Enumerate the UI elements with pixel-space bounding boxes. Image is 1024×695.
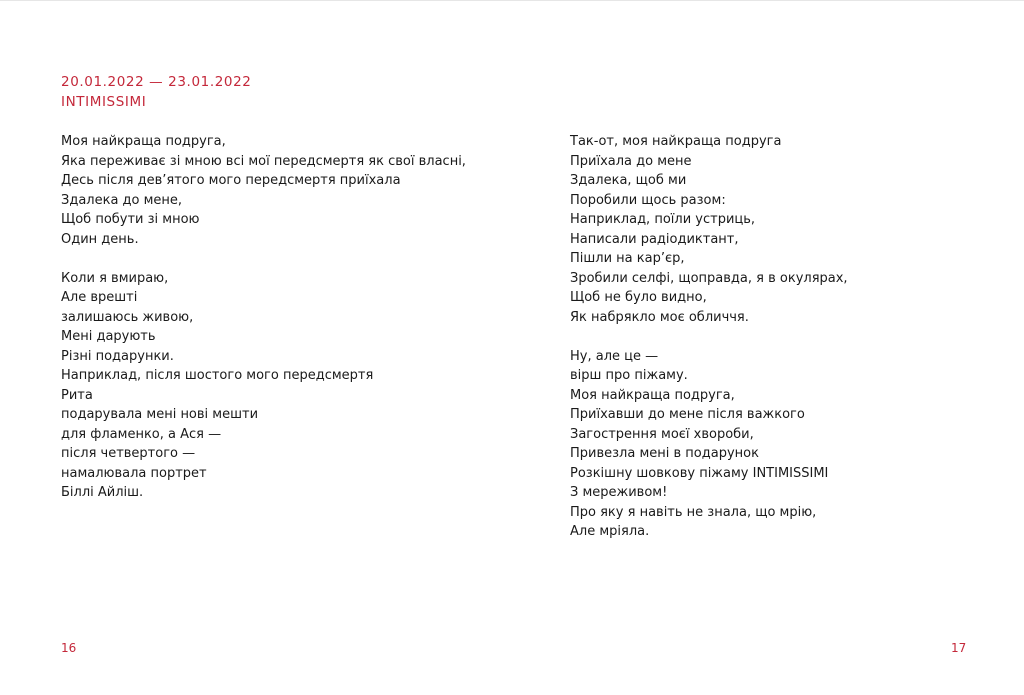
poem-line: Зробили селфі, щоправда, я в окулярах,: [570, 270, 848, 286]
poem-title: INTIMISSIMI: [61, 94, 147, 110]
poem-line: для фламенко, а Ася —: [61, 426, 222, 442]
poem-line: подарувала мені нові мешти: [61, 407, 259, 422]
poem-line: Десь після дев’ятого мого передсмертя приїхала: [61, 173, 401, 188]
poem-line: Здалека, щоб ми: [570, 173, 687, 188]
poem-dates: 20.01.2022 — 23.01.2022: [61, 74, 252, 90]
poem-line: Біллі Айліш.: [61, 485, 144, 500]
poem-line: намалювала портрет: [61, 465, 207, 481]
poem-line: Привезла мені в подарунок: [570, 446, 759, 461]
stanza-break: [570, 327, 848, 347]
poem-heading: [61, 72, 251, 112]
poem-line: Про яку я навіть не знала, що мрію,: [570, 504, 817, 520]
poem-line: Пішли на кар’єр,: [570, 251, 685, 266]
poem-line: Загострення моєї хвороби,: [570, 426, 754, 442]
poem-line: Щоб не було видно,: [570, 290, 707, 305]
stanza-break: [61, 249, 466, 269]
poem-line: Розкішну шовкову піжаму INTIMISSIMI: [570, 465, 829, 481]
poem-line: Один день.: [61, 231, 139, 247]
poem-line: Як набрякло моє обличчя.: [570, 309, 749, 325]
poem-line: після четвертого —: [61, 446, 196, 461]
poem-line: З мереживом!: [570, 485, 668, 500]
poem-line: Приїхавши до мене після важкого: [570, 407, 805, 422]
poem-line: Різні подарунки.: [61, 348, 174, 364]
poem-line: Моя найкраща подруга,: [61, 134, 226, 149]
poem-line: Моя найкраща подруга,: [570, 387, 735, 403]
poem-line: Здалека до мене,: [61, 192, 183, 208]
left-page-poem: [61, 132, 466, 503]
poem-line: Мені дарують: [61, 329, 156, 344]
poem-line: вірш про піжаму.: [570, 368, 688, 383]
poem-line: Рита: [61, 387, 93, 403]
poem-line: Яка переживає зі мною всі мої передсмертя як свої власні,: [61, 153, 466, 169]
poem-line: Так-от, моя найкраща подруга: [570, 134, 782, 149]
poem-line: Щоб побути зі мною: [61, 212, 200, 227]
page-number-left: 16: [61, 641, 77, 655]
poem-line: Написали радіодиктант,: [570, 231, 739, 247]
right-page-poem: [570, 132, 848, 542]
poem-line: Коли я вмираю,: [61, 270, 169, 286]
poem-line: залишаюсь живою,: [61, 309, 194, 325]
poem-line: Приїхала до мене: [570, 153, 692, 169]
top-divider: [0, 0, 1024, 1]
poem-line: Наприклад, поїли устриць,: [570, 212, 756, 227]
page-number-right: 17: [951, 641, 967, 655]
poem-line: Але мріяла.: [570, 524, 650, 539]
poem-line: Але врешті: [61, 290, 138, 305]
poem-line: Ну, але це —: [570, 348, 659, 364]
poem-line: Поробили щось разом:: [570, 192, 726, 208]
poem-line: Наприклад, після шостого мого передсмертя: [61, 368, 374, 383]
